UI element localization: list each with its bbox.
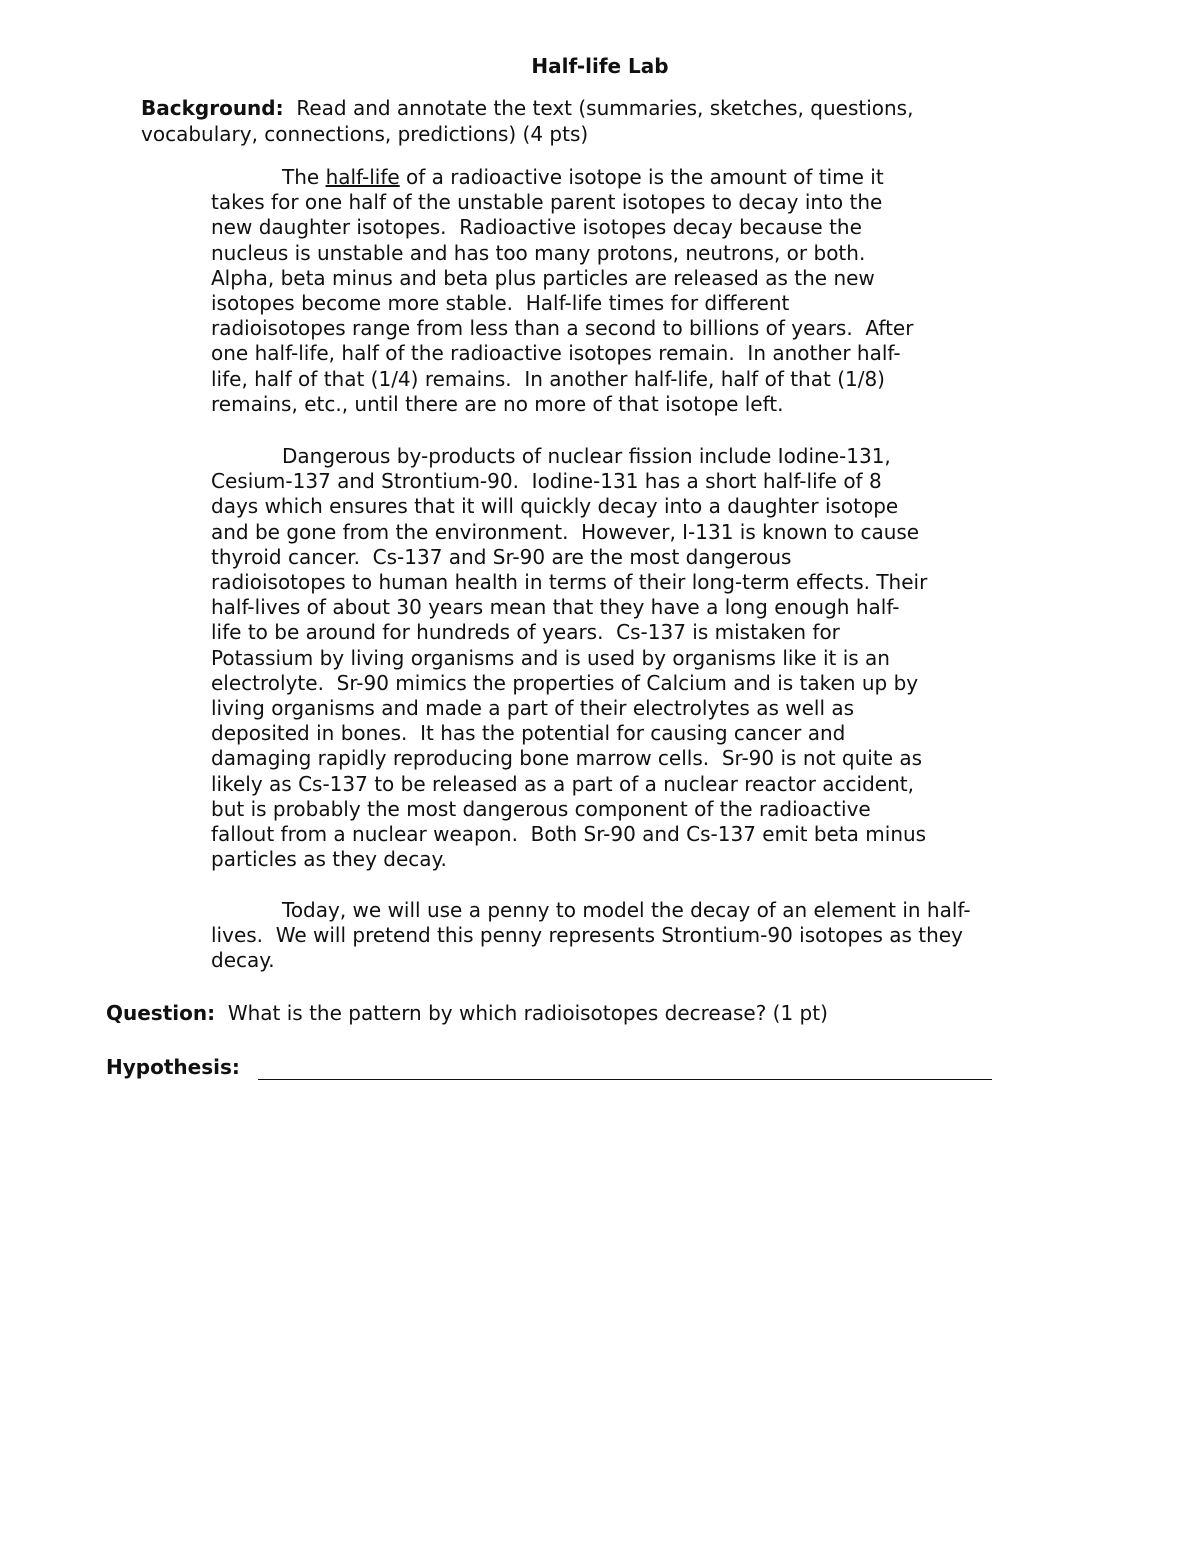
paragraph-line: electrolyte. Sr-90 mimics the properties of Calcium and is taken up by [211,670,919,695]
background-label: Background: [141,96,284,120]
paragraph-line: Potassium by living organisms and is used by organisms like it is an [211,645,890,670]
passage-paragraph-2 [211,444,1036,872]
paragraph-line: damaging rapidly reproducing bone marrow cells. Sr-90 is not quite as [211,746,923,771]
half-life-term: half-life [325,165,400,189]
paragraph-line: but is probably the most dangerous component of the radioactive [211,796,871,821]
paragraph-line: one half-life, half of the radioactive isotopes remain. In another half- [211,341,901,366]
paragraph-line: deposited in bones. It has the potential for causing cancer and [211,721,846,746]
background-instruction-line2: vocabulary, connections, predictions) (4 pts) [141,122,589,146]
paragraph-line: living organisms and made a part of their electrolytes as well as [211,696,855,721]
paragraph-line: lives. We will pretend this penny represents Strontium-90 isotopes as they [211,923,963,948]
passage-paragraph-1 [211,165,1036,417]
paragraph-line: decay. [211,948,275,973]
paragraph-line: Cesium-137 and Strontium-90. Iodine-131 has a short half-life of 8 [211,469,882,494]
paragraph-line: radioisotopes to human health in terms of their long-term effects. Their [211,570,928,595]
paragraph-line: and be gone from the environment. However, I-131 is known to cause [211,519,920,544]
paragraph-line: days which ensures that it will quickly decay into a daughter isotope [211,494,899,519]
hypothesis-answer-line[interactable] [258,1055,992,1080]
passage-paragraph-3 [211,898,1036,974]
paragraph-line: likely as Cs-137 to be released as a part of a nuclear reactor accident, [211,771,914,796]
paragraph-line: half-lives of about 30 years mean that they have a long enough half- [211,595,900,620]
hypothesis-label: Hypothesis: [106,1055,240,1079]
paragraph-line: isotopes become more stable. Half-life times for different [211,291,790,316]
paragraph-line: remains, etc., until there are no more of that isotope left. [211,391,784,416]
paragraph-line: fallout from a nuclear weapon. Both Sr-90 and Cs-137 emit beta minus [211,822,927,847]
paragraph-line: new daughter isotopes. Radioactive isotopes decay because the [211,215,862,240]
question-section [106,1000,1006,1026]
paragraph-line: radioisotopes range from less than a second to billions of years. After [211,316,914,341]
paragraph-first-line: Dangerous by-products of nuclear fission include Iodine-131, [282,444,891,468]
hypothesis-section [106,1054,1006,1080]
paragraph-line: Alpha, beta minus and beta plus particles are released as the new [211,265,875,290]
page-title: Half-life Lab [531,54,669,78]
question-label: Question: [106,1001,216,1025]
paragraph-first-line: The half-life of a radioactive isotope is the amount of time it [282,165,884,189]
background-instruction: Read and annotate the text (summaries, sketches, questions, [296,96,914,120]
paragraph-line: life, half of that (1/4) remains. In another half-life, half of that (1/8) [211,366,885,391]
paragraph-line: nucleus is unstable and has too many protons, neutrons, or both. [211,240,866,265]
question-text: What is the pattern by which radioisotopes decrease? (1 pt) [227,1001,828,1025]
paragraph-line: life to be around for hundreds of years. Cs-137 is mistaken for [211,620,840,645]
paragraph-line: takes for one half of the unstable parent isotopes to decay into the [211,190,883,215]
paragraph-first-line: Today, we will use a penny to model the decay of an element in half- [282,898,971,922]
paragraph-line: particles as they decay. [211,847,447,872]
paragraph-line: thyroid cancer. Cs-137 and Sr-90 are the most dangerous [211,544,792,569]
background-section [141,95,1021,147]
